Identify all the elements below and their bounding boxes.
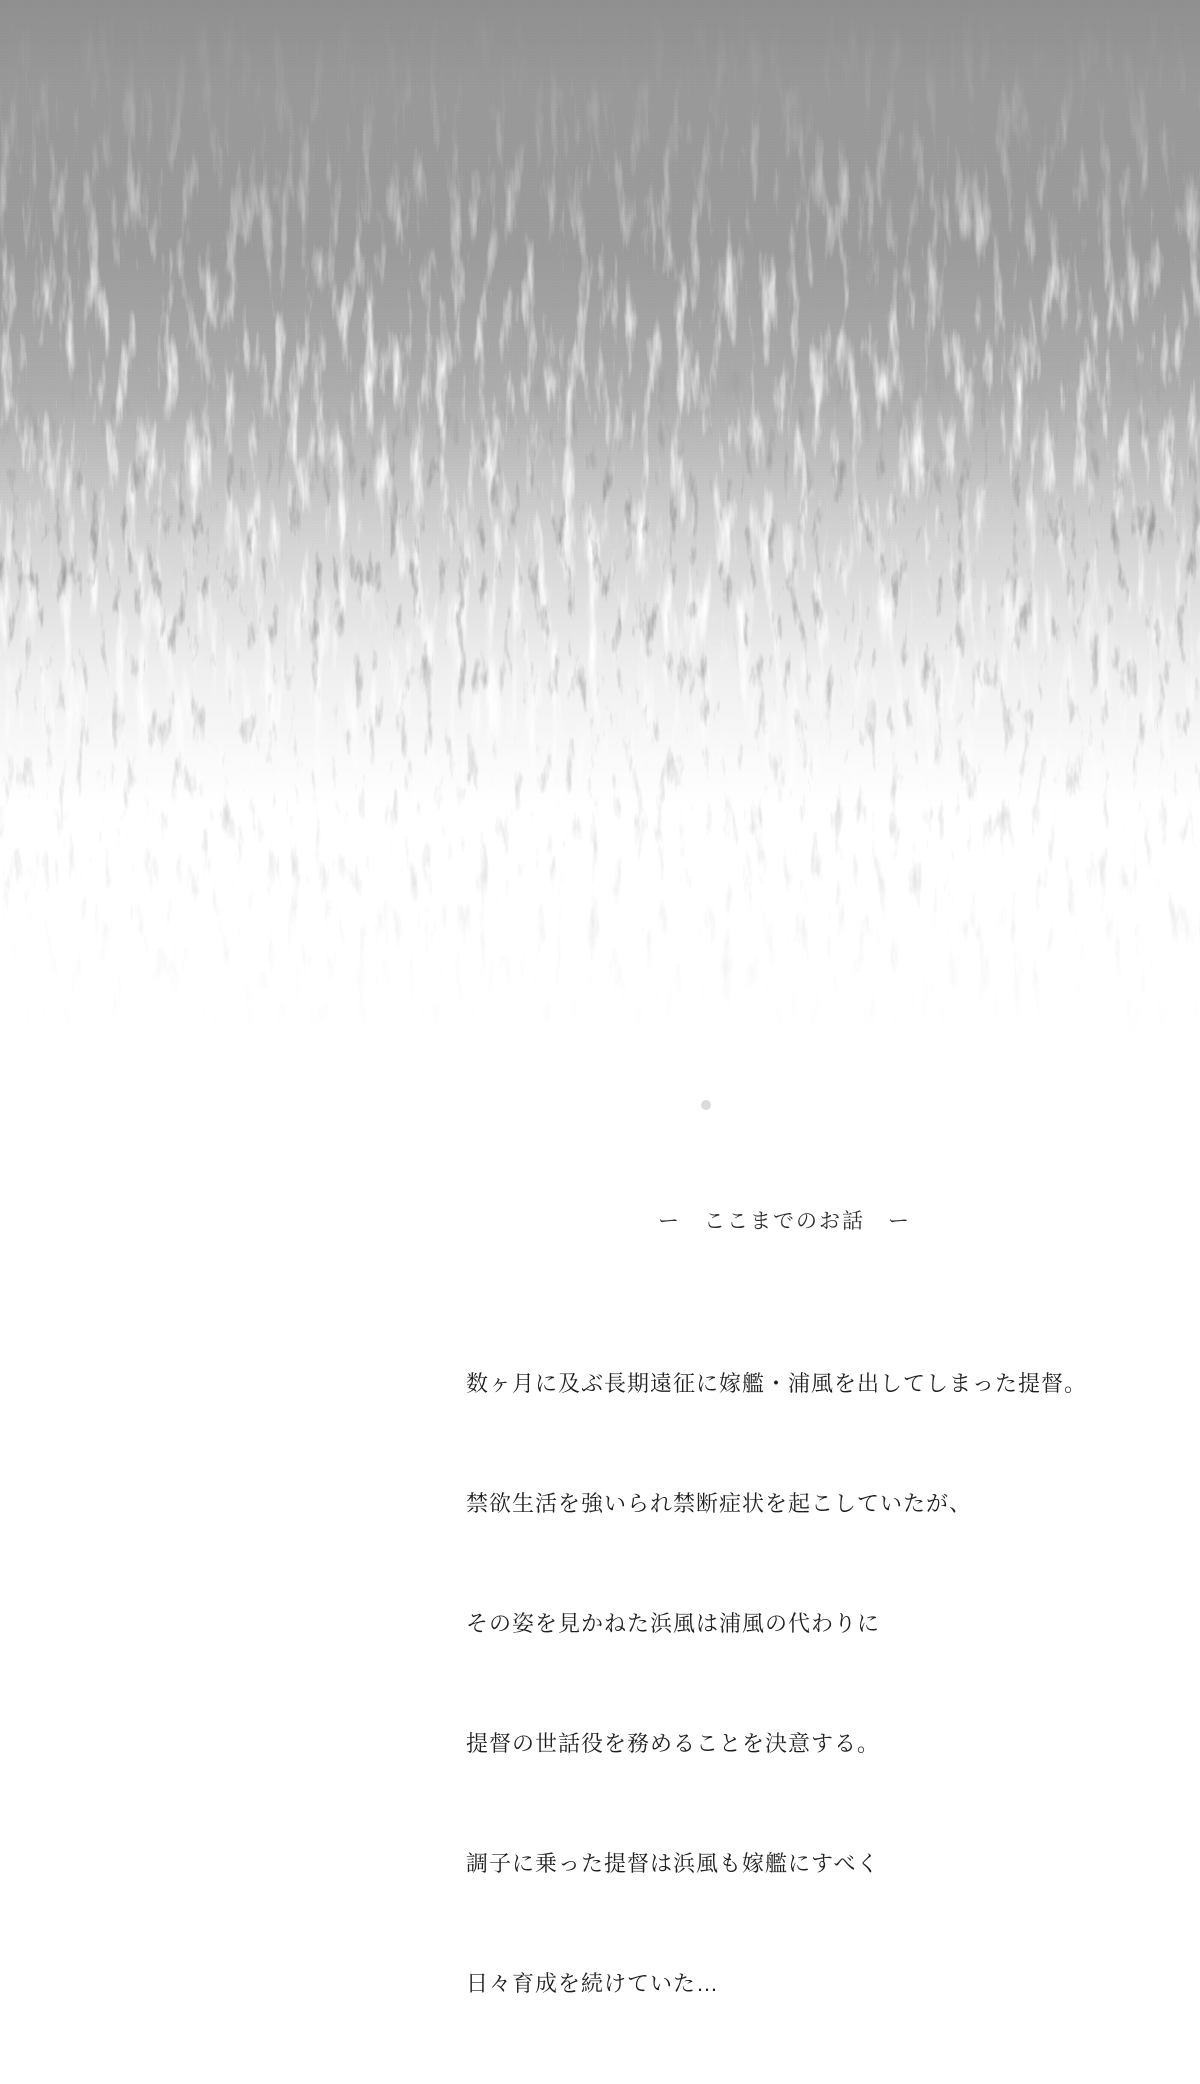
story-line: 禁欲生活を強いられ禁断症状を起こしていたが、: [466, 1491, 973, 1516]
story-line: 提督の世話役を務めることを決意する。: [466, 1731, 881, 1756]
story-text-block: [466, 1284, 1087, 2084]
section-heading: ー ここまでのお話 ー: [658, 1210, 911, 1233]
story-line: 数ヶ月に及ぶ長期遠征に嫁艦・浦風を出してしまった提督。: [466, 1371, 1088, 1396]
story-line: その姿を見かねた浜風は浦風の代わりに: [466, 1611, 881, 1636]
stray-smudge-dot: [701, 1100, 711, 1110]
story-line: 日々育成を続けていた…: [466, 1971, 720, 1996]
story-line: 調子に乗った提督は浜風も嫁艦にすべく: [466, 1851, 880, 1876]
